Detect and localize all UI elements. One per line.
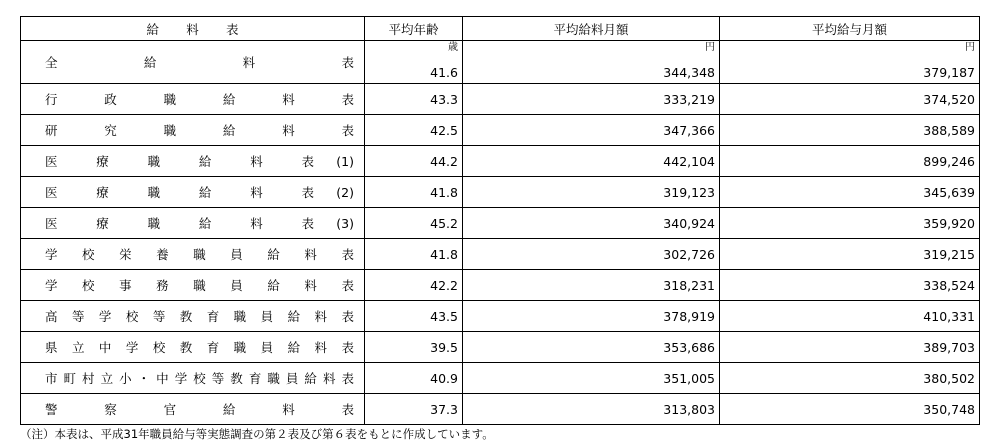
header-average-total-pay: 平均給与月額 — [720, 17, 980, 41]
cell-value: 344,348 — [663, 65, 715, 80]
average-base-salary-cell: 353,686 — [463, 332, 720, 363]
table-row — [21, 301, 980, 332]
average-age-cell: 44.2 — [365, 146, 463, 177]
unit-label: 円 — [705, 42, 715, 53]
table-header-row — [21, 17, 980, 41]
salary-schedule-name: 行政職給料表 — [45, 92, 354, 107]
salary-schedule-name: 警察官給料表 — [45, 402, 354, 417]
average-total-pay-cell: 338,524 — [720, 270, 980, 301]
salary-schedule-name-cell — [21, 394, 365, 425]
average-age-cell: 41.8 — [365, 177, 463, 208]
average-total-pay-cell: 319,215 — [720, 239, 980, 270]
salary-schedule-name: 医療職給料表 — [45, 216, 314, 231]
salary-schedule-name: 学校事務職員給料表 — [45, 278, 354, 293]
header-average-base-salary: 平均給料月額 — [463, 17, 720, 41]
salary-schedule-name-cell — [21, 115, 365, 146]
header-salary-schedule: 給 料 表 — [21, 17, 365, 41]
average-base-salary-cell: 319,123 — [463, 177, 720, 208]
salary-schedule-name: 全給料表 — [45, 55, 354, 70]
average-age-cell: 43.5 — [365, 301, 463, 332]
average-total-pay-cell: 380,502 — [720, 363, 980, 394]
average-age-cell: 41.8 — [365, 239, 463, 270]
salary-schedule-name-cell — [21, 301, 365, 332]
average-base-salary-cell: 318,231 — [463, 270, 720, 301]
table-row — [21, 394, 980, 425]
average-age-cell: 45.2 — [365, 208, 463, 239]
unit-label: 円 — [965, 42, 975, 53]
average-base-salary-cell: 351,005 — [463, 363, 720, 394]
salary-schedule-name-cell — [21, 177, 365, 208]
table-row — [21, 332, 980, 363]
salary-schedule-suffix: (2) — [336, 184, 354, 200]
header-average-age: 平均年齢 — [365, 17, 463, 41]
average-age-cell: 43.3 — [365, 84, 463, 115]
average-total-pay-cell: 359,920 — [720, 208, 980, 239]
average-age-cell — [365, 41, 463, 84]
average-base-salary-cell: 378,919 — [463, 301, 720, 332]
salary-schedule-name-cell — [21, 239, 365, 270]
table-row — [21, 239, 980, 270]
table-row — [21, 41, 980, 84]
average-age-cell: 42.5 — [365, 115, 463, 146]
salary-schedule-name-cell — [21, 270, 365, 301]
salary-schedule-name: 医療職給料表 — [45, 185, 314, 200]
table-row — [21, 115, 980, 146]
table-row — [21, 270, 980, 301]
unit-label: 歳 — [448, 42, 458, 53]
salary-schedule-name-cell — [21, 41, 365, 84]
salary-schedule-name-cell — [21, 363, 365, 394]
salary-schedule-name-cell — [21, 208, 365, 239]
average-age-cell: 40.9 — [365, 363, 463, 394]
salary-schedule-name: 市町村立小・中学校等教育職員給料表 — [45, 371, 354, 386]
average-base-salary-cell: 302,726 — [463, 239, 720, 270]
average-age-cell: 39.5 — [365, 332, 463, 363]
footnote: （注）本表は、平成31年職員給与等実態調査の第２表及び第６表をもとに作成しています。 — [20, 427, 494, 441]
average-total-pay-cell: 345,639 — [720, 177, 980, 208]
salary-schedule-name: 高等学校等教育職員給料表 — [45, 309, 354, 324]
average-base-salary-cell: 340,924 — [463, 208, 720, 239]
average-base-salary-cell: 333,219 — [463, 84, 720, 115]
average-total-pay-cell: 389,703 — [720, 332, 980, 363]
salary-table — [20, 16, 980, 425]
average-total-pay-cell: 350,748 — [720, 394, 980, 425]
average-total-pay-cell: 374,520 — [720, 84, 980, 115]
average-age-cell: 37.3 — [365, 394, 463, 425]
salary-schedule-name-cell — [21, 146, 365, 177]
salary-schedule-name: 研究職給料表 — [45, 123, 354, 138]
average-base-salary-cell: 347,366 — [463, 115, 720, 146]
salary-schedule-name: 学校栄養職員給料表 — [45, 247, 354, 262]
table-row — [21, 177, 980, 208]
table-row — [21, 146, 980, 177]
table-row — [21, 208, 980, 239]
average-base-salary-cell — [463, 41, 720, 84]
table-row — [21, 84, 980, 115]
average-base-salary-cell: 442,104 — [463, 146, 720, 177]
salary-schedule-suffix: (3) — [336, 215, 354, 231]
average-base-salary-cell: 313,803 — [463, 394, 720, 425]
salary-schedule-name-cell — [21, 332, 365, 363]
average-total-pay-cell: 899,246 — [720, 146, 980, 177]
salary-schedule-suffix: (1) — [336, 153, 354, 169]
average-total-pay-cell — [720, 41, 980, 84]
average-age-cell: 42.2 — [365, 270, 463, 301]
average-total-pay-cell: 388,589 — [720, 115, 980, 146]
table-row — [21, 363, 980, 394]
cell-value: 41.6 — [430, 65, 458, 80]
salary-schedule-name: 県立中学校教育職員給料表 — [45, 340, 354, 355]
average-total-pay-cell: 410,331 — [720, 301, 980, 332]
table-body — [21, 41, 980, 425]
salary-schedule-name-cell — [21, 84, 365, 115]
cell-value: 379,187 — [923, 65, 975, 80]
salary-schedule-name: 医療職給料表 — [45, 154, 314, 169]
